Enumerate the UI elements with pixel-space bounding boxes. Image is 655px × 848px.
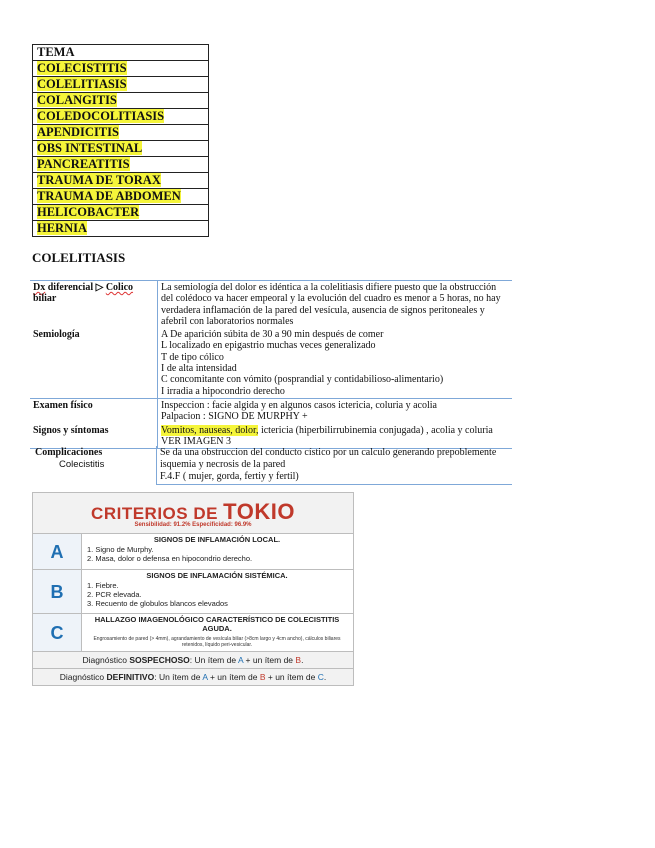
tema-row	[33, 93, 209, 109]
sem-line: I irradia a hipocondrio derecho	[161, 385, 285, 397]
sem-line: A De aparición súbita de 30 a 90 min después de comer	[161, 329, 384, 341]
diag-letter: B	[259, 672, 266, 682]
tema-row	[33, 61, 209, 77]
complicaciones-table	[32, 446, 512, 485]
row-a-items	[87, 545, 252, 563]
tema-cell	[33, 221, 209, 237]
dx-row	[30, 281, 512, 329]
sem-line: I de alta intensidad	[161, 363, 237, 375]
row-b-item: 2. PCR elevada.	[87, 590, 142, 599]
comp-key-title: Complicaciones	[35, 447, 103, 458]
diag-letter: C	[317, 672, 324, 682]
section-heading: COLELITIASIS	[32, 250, 126, 265]
examen-value	[158, 398, 513, 423]
row-a-heading: SIGNOS DE INFLAMACIÓN LOCAL.	[153, 535, 281, 544]
dx-key-part: Colico	[105, 282, 134, 293]
tema-row	[33, 157, 209, 173]
dx-key	[30, 281, 158, 329]
semiologia-row	[30, 328, 512, 398]
tema-item: COLECISTITIS	[37, 61, 127, 75]
tema-cell	[33, 77, 209, 93]
row-b-heading: SIGNOS DE INFLAMACIÓN SISTÉMICA.	[146, 571, 288, 580]
tokio-row-a	[33, 533, 353, 570]
dx-value: La semiología del dolor es idéntica a la colelitiasis difiere puesto que la obstrucción del colédoco va hacer empeoral y la evolución del cuadro es menor a 5 horas, no hay verdadera inflamación de la pared del vesícula, ausencia de signos peritoneales y afebril con laboratorios normales	[158, 281, 513, 329]
tema-row	[33, 221, 209, 237]
tema-row	[33, 141, 209, 157]
sem-line: L localizado en epigastrio muchas veces generalizado	[161, 340, 376, 352]
dx-key-part: diferencial	[45, 282, 96, 293]
tokio-row-b	[33, 569, 353, 614]
signos-key: Signos y síntomas	[30, 424, 158, 449]
tema-cell	[33, 93, 209, 109]
exam-line: Palpacion : SIGNO DE MURPHY +	[161, 411, 308, 423]
arrow-icon: ▷	[95, 282, 104, 293]
dx-key-part: Dx	[33, 282, 46, 293]
row-a-item: 1. Signo de Murphy.	[87, 545, 154, 554]
tema-table	[32, 44, 209, 237]
diag-text: .	[301, 655, 304, 665]
diag-letter: A	[202, 672, 208, 682]
diagnostico-sospechoso	[33, 651, 353, 669]
tokio-subtitle: Sensibilidad: 91.2% Especificidad: 96.9%	[134, 522, 252, 528]
tema-cell	[33, 157, 209, 173]
sem-line: T de tipo cólico	[161, 351, 224, 363]
tema-item: OBS INTESTINAL	[37, 141, 143, 155]
tokio-title-b: TOKIO	[223, 499, 295, 524]
diag-text: + un ítem de	[207, 672, 260, 682]
tema-item: HELICOBACTER	[37, 205, 140, 219]
tema-item: COLELITIASIS	[37, 77, 127, 91]
comp-row	[32, 446, 512, 485]
tema-item: COLEDOCOLITIASIS	[37, 109, 165, 123]
diag-text: : Un ítem de	[154, 672, 203, 682]
tema-row	[33, 125, 209, 141]
row-c-heading-line: AGUDA.	[202, 624, 232, 633]
diag-letter: B	[295, 655, 302, 665]
signos-value	[158, 424, 513, 449]
tokio-row-c	[33, 613, 353, 652]
dx-key-part: biliar	[33, 293, 57, 305]
tema-header-row	[33, 45, 209, 61]
row-c-heading	[81, 615, 353, 633]
tema-cell	[33, 109, 209, 125]
tema-row	[33, 205, 209, 221]
colelitiasis-table	[30, 280, 512, 449]
diag-text: + un ítem de	[265, 672, 318, 682]
row-a-item: 2. Masa, dolor o defensa en hipocondrio derecho.	[87, 554, 253, 563]
sem-line: C concomitante con vómito (posprandial y contidabilioso-alimentario)	[161, 374, 444, 386]
tema-row	[33, 109, 209, 125]
tema-cell	[33, 141, 209, 157]
tema-cell	[33, 173, 209, 189]
comp-key-sub: Colecistitis	[59, 459, 105, 470]
signos-rest: ictericia (hiperbilirrubinemia conjugada) , acolia y coluria	[258, 424, 493, 436]
tema-item: PANCREATITIS	[37, 157, 130, 171]
comp-line: Se da una obstruccion del conducto cístico por un calculo generando prepoblemente isquemia y necrosis de la pared	[160, 447, 497, 470]
tema-item: TRAUMA DE ABDOMEN	[37, 189, 181, 203]
tema-row	[33, 189, 209, 205]
tema-cell	[33, 61, 209, 77]
tokio-title-a: CRITERIOS DE	[91, 504, 224, 523]
diag-text: : Un ítem de	[189, 655, 238, 665]
row-c-detail: Engrosamiento de pared (> 4mm), agrandamiento de vesícula biliar (>8cm largo y 4cm ancho), cálculos biliares retenidos, líquido peri-vesicular.	[93, 636, 341, 648]
tema-row	[33, 77, 209, 93]
tema-item: TRAUMA DE TORAX	[37, 173, 161, 187]
comp-line: F.4.F ( mujer, gorda, fertiy y fertil)	[160, 471, 299, 482]
signos-row	[30, 424, 512, 449]
diag-text: Diagnóstico	[59, 672, 107, 682]
letter-a: A	[33, 534, 82, 570]
diag-text: + un ítem de	[243, 655, 296, 665]
row-b-item: 1. Fiebre.	[87, 581, 119, 590]
tema-cell	[33, 189, 209, 205]
diag-text: .	[323, 672, 327, 682]
tema-cell	[33, 205, 209, 221]
row-b-items	[87, 581, 228, 608]
diag-bold: SOSPECHOSO	[129, 655, 190, 665]
diag-text: Diagnóstico	[82, 655, 130, 665]
row-b-item: 3. Recuento de globulos blancos elevados	[87, 599, 228, 608]
comp-key	[32, 446, 157, 485]
tema-cell	[33, 125, 209, 141]
signos-line2: VER IMAGEN 3	[161, 435, 231, 447]
tokio-criteria-figure	[32, 492, 354, 686]
examen-key: Examen físico	[30, 398, 158, 423]
tema-row	[33, 173, 209, 189]
letter-c: C	[33, 614, 82, 652]
diagnostico-definitivo	[33, 668, 353, 686]
row-c-heading-line: HALLAZGO IMAGENOLÓGICO CARACTERÍSTICO DE COLECISTITIS	[94, 615, 340, 624]
examen-row	[30, 398, 512, 423]
tema-item: COLANGITIS	[37, 93, 117, 107]
letter-b: B	[33, 570, 82, 614]
tema-item: HERNIA	[37, 221, 88, 235]
diag-bold: DEFINITIVO	[106, 672, 155, 682]
tema-item: APENDICITIS	[37, 125, 119, 139]
comp-value	[157, 446, 513, 485]
tema-header: TEMA	[33, 45, 209, 61]
semiologia-key: Semiología	[33, 329, 80, 341]
exam-line: Inspeccion : facie algida y en algunos casos ictericia, coluria y acolia	[161, 399, 437, 411]
semiologia-value	[158, 328, 513, 398]
signos-highlight: Vomitos, nauseas, dolor,	[161, 424, 259, 436]
diag-letter: A	[237, 655, 244, 665]
